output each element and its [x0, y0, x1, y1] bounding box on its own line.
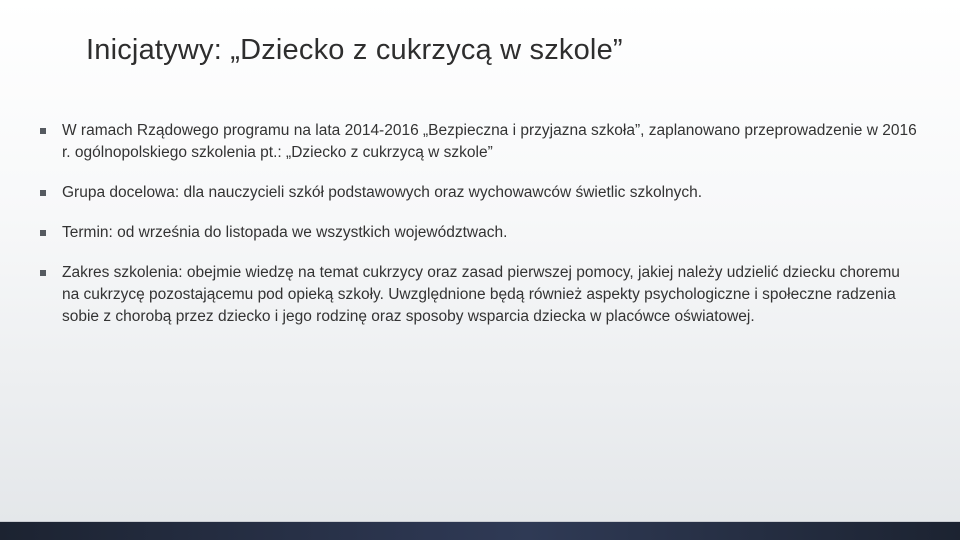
- bullet-item: [40, 182, 920, 204]
- slide-title: Inicjatywy: „Dziecko z cukrzycą w szkole”: [86, 34, 623, 66]
- footer-bar: [0, 522, 960, 540]
- bullet-text: Zakres szkolenia: obejmie wiedzę na temat cukrzycy oraz zasad pierwszej pomocy, jakiej należy udzielić dziecku choremu na cukrzycę pozostającemu pod opieką szkoły. Uwzględnione będą również aspekty psychologiczne i społeczne radzenia sobie z chorobą przez dziecko i jego rodzinę oraz sposoby wsparcia dziecka w placówce oświatowej.: [62, 264, 900, 325]
- bullet-item: [40, 262, 920, 328]
- bullet-item: [40, 222, 920, 244]
- bullet-item: [40, 120, 920, 164]
- bullet-text: Termin: od września do listopada we wszystkich województwach.: [62, 224, 508, 241]
- square-bullet-icon: [40, 190, 46, 196]
- square-bullet-icon: [40, 230, 46, 236]
- bullet-text: W ramach Rządowego programu na lata 2014-2016 „Bezpieczna i przyjazna szkoła”, zaplanowano przeprowadzenie w 2016 r. ogólnopolskiego szkolenia pt.: „Dziecko z cukrzycą w szkole”: [62, 122, 917, 161]
- bullet-list: [40, 120, 920, 346]
- square-bullet-icon: [40, 128, 46, 134]
- square-bullet-icon: [40, 270, 46, 276]
- bullet-text: Grupa docelowa: dla nauczycieli szkół podstawowych oraz wychowawców świetlic szkolnych.: [62, 184, 703, 201]
